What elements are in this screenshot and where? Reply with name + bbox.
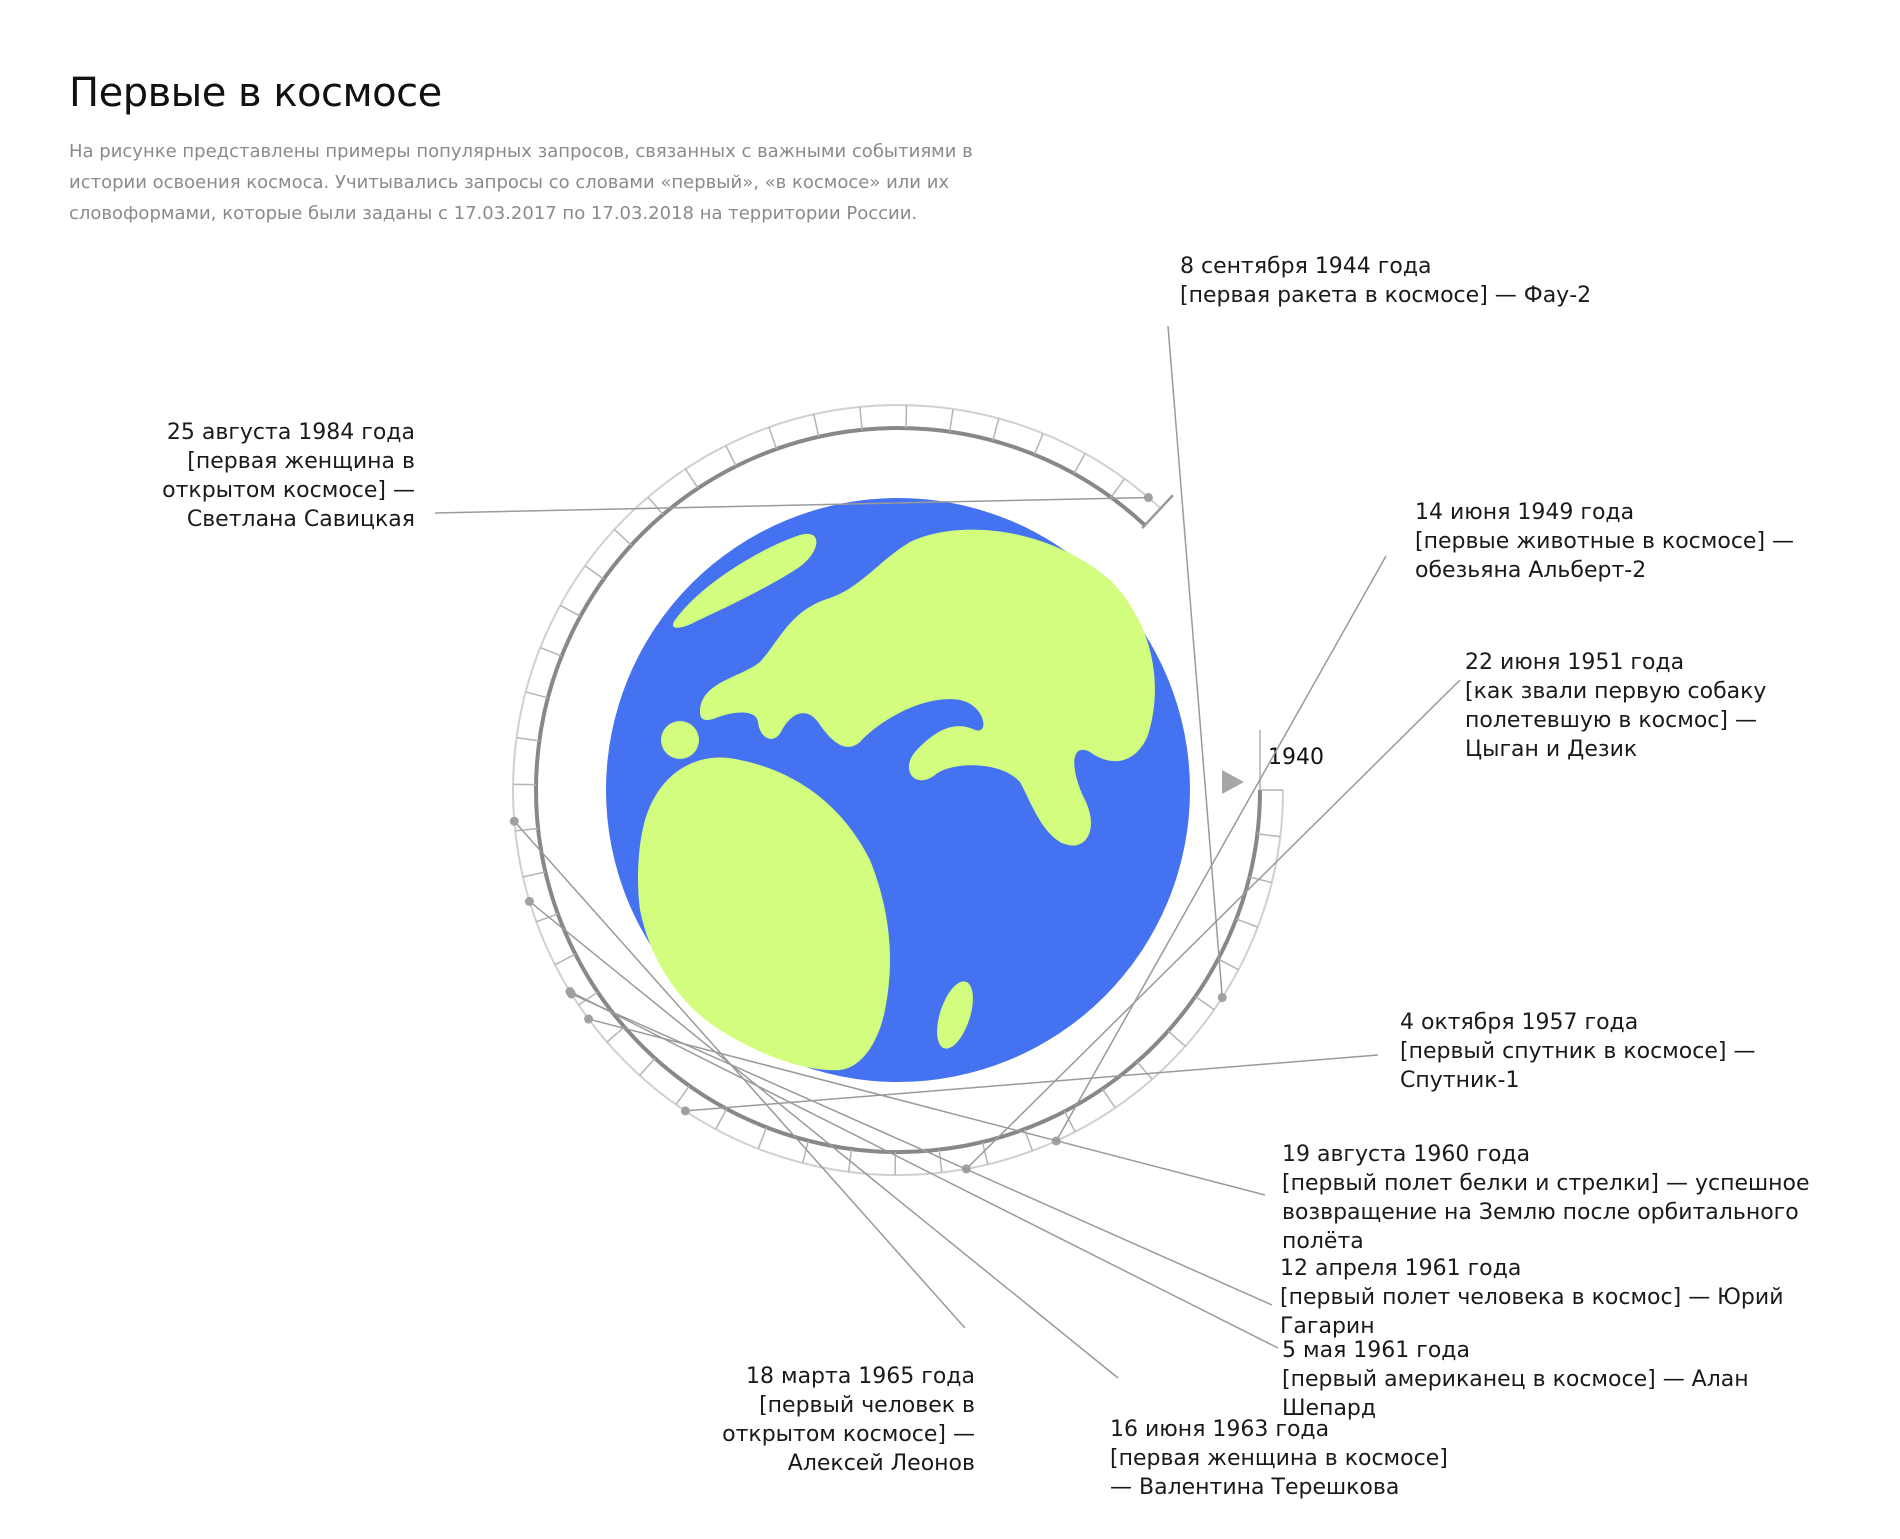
year-tick — [1195, 996, 1214, 1009]
year-tick — [716, 1109, 727, 1129]
year-tick — [950, 409, 953, 432]
timeline-start-label: 1940 — [1268, 745, 1324, 770]
year-tick — [515, 829, 538, 831]
event-label — [1415, 498, 1815, 585]
earth-globe — [606, 498, 1190, 1082]
event-date: 12 апреля 1961 года — [1280, 1256, 1522, 1281]
year-tick — [726, 446, 736, 467]
year-tick — [1034, 433, 1043, 454]
event-date: 5 мая 1961 года — [1282, 1338, 1470, 1363]
event-label — [1180, 252, 1610, 310]
event-description: [первая ракета в космосе] — Фау-2 — [1180, 283, 1592, 308]
event-label — [665, 1362, 975, 1478]
year-tick — [860, 407, 862, 430]
event-date: 18 марта 1965 года — [745, 1364, 975, 1389]
year-tick — [906, 405, 907, 428]
year-tick — [1111, 479, 1125, 498]
year-tick — [540, 648, 561, 657]
earth-island-small — [661, 721, 699, 759]
event-date: 8 сентября 1944 года — [1180, 254, 1432, 279]
event-date: 25 августа 1984 года — [166, 420, 415, 445]
event-dot — [525, 897, 534, 906]
year-tick — [1137, 1062, 1152, 1079]
event-date: 4 октября 1957 года — [1400, 1010, 1639, 1035]
event-label — [1400, 1008, 1780, 1095]
year-tick — [648, 497, 663, 514]
year-tick — [685, 469, 698, 488]
year-tick — [517, 738, 540, 741]
event-leader-line — [1168, 326, 1222, 998]
event-label — [75, 418, 415, 534]
event-dot — [584, 1015, 593, 1024]
event-dot — [510, 817, 519, 826]
year-tick — [560, 605, 580, 616]
event-leader-line — [435, 498, 1148, 513]
event-label — [1282, 1336, 1842, 1423]
year-tick — [982, 1142, 987, 1164]
year-tick — [640, 1058, 655, 1075]
year-tick — [939, 1150, 942, 1173]
event-description: [как звали первую собаку полетевшую в космос] — Цыган и Дезик — [1465, 679, 1767, 762]
year-tick — [814, 414, 819, 436]
event-date: 16 июня 1963 года — [1110, 1417, 1330, 1442]
year-tick — [769, 427, 777, 449]
year-tick — [555, 954, 575, 964]
event-dot — [681, 1106, 690, 1115]
event-label — [1282, 1140, 1882, 1256]
event-date: 14 июня 1949 года — [1415, 500, 1635, 525]
page-title: Первые в космосе — [69, 70, 442, 116]
event-dot — [565, 987, 574, 996]
event-description: [первый полет белки и стрелки] — успешное возвращение на Землю после орбитального полёта — [1282, 1171, 1810, 1254]
event-description: [первая женщина в космосе] — Валентина Терешкова — [1110, 1446, 1448, 1500]
year-tick — [676, 1086, 689, 1105]
event-label — [1110, 1415, 1470, 1502]
year-tick — [1065, 1111, 1076, 1131]
event-label — [1280, 1254, 1880, 1341]
year-tick — [526, 692, 548, 698]
event-description: [первый полет человека в космос] — Юрий Гагарин — [1280, 1285, 1784, 1339]
year-tick — [1257, 834, 1280, 837]
year-tick — [993, 418, 999, 440]
event-description: [первый спутник в космосе] — Спутник-1 — [1400, 1039, 1756, 1093]
year-tick — [1218, 959, 1238, 970]
event-description: [первые животные в космосе] — обезьяна Альберт-2 — [1415, 529, 1795, 583]
year-tick — [1236, 919, 1257, 927]
page-description: На рисунке представлены примеры популярных запросов, связанных с важными событиями в истории освоения космоса. Учитывались запросы со словами «первый», «в космосе» или их словоформами, которые были заданы с 17.03.2017 по 17.03.2018 на территории России. — [69, 141, 973, 224]
event-date: 22 июня 1951 года — [1465, 650, 1685, 675]
event-description: [первый человек в открытом космосе] — Алексей Леонов — [722, 1393, 975, 1476]
event-description: [первый американец в космосе] — Алан Шепард — [1282, 1367, 1749, 1421]
year-tick — [615, 530, 632, 546]
play-icon — [1222, 770, 1244, 794]
event-description: [первая женщина в открытом космосе] — Светлана Савицкая — [162, 449, 415, 532]
year-tick — [1074, 454, 1085, 474]
year-tick — [585, 566, 604, 579]
event-date: 19 августа 1960 года — [1282, 1142, 1531, 1167]
year-tick — [1168, 1031, 1185, 1046]
year-tick — [1102, 1089, 1115, 1108]
year-tick — [758, 1127, 766, 1148]
year-tick — [607, 1027, 624, 1042]
event-dot — [1218, 993, 1227, 1002]
year-tick — [523, 872, 545, 877]
event-label — [1465, 648, 1795, 764]
event-dot — [1144, 493, 1153, 502]
